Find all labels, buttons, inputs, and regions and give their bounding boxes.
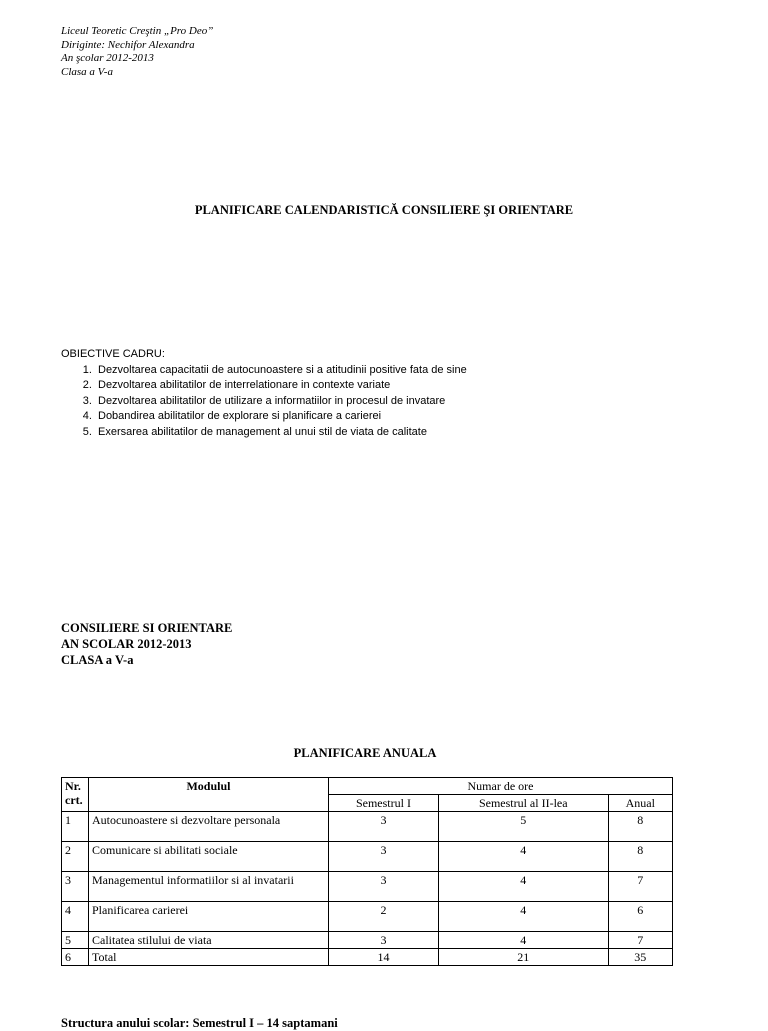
cell-nr: 1 bbox=[62, 812, 89, 842]
school-name: Liceul Teoretic Creştin „Pro Deo” bbox=[61, 25, 214, 37]
objectives-list bbox=[61, 363, 467, 441]
cell-sem1: 2 bbox=[329, 902, 439, 932]
document-header bbox=[61, 25, 213, 79]
header-sem2: Semestrul al II-lea bbox=[438, 795, 608, 812]
objective-item: 2. Dezvoltarea abilitatilor de interrelationare in contexte variate bbox=[95, 378, 467, 394]
cell-sem2: 21 bbox=[438, 949, 608, 966]
objectives-section bbox=[61, 347, 467, 441]
cell-module: Total bbox=[89, 949, 329, 966]
cell-sem2: 5 bbox=[438, 812, 608, 842]
cell-nr: 5 bbox=[62, 932, 89, 949]
cell-annual: 35 bbox=[608, 949, 672, 966]
table-row bbox=[62, 932, 673, 949]
cell-sem2: 4 bbox=[438, 872, 608, 902]
cell-annual: 7 bbox=[608, 872, 672, 902]
cell-module: Autocunoastere si dezvoltare personala bbox=[89, 812, 329, 842]
cell-annual: 6 bbox=[608, 902, 672, 932]
table-row bbox=[62, 812, 673, 842]
school-year: An şcolar 2012-2013 bbox=[61, 52, 154, 64]
objective-item: 1. Dezvoltarea capacitatii de autocunoastere si a atitudinii positive fata de sine bbox=[95, 363, 467, 379]
cell-module: Managementul informatiilor si al invatarii bbox=[89, 872, 329, 902]
header-annual: Anual bbox=[608, 795, 672, 812]
header-sem1: Semestrul I bbox=[329, 795, 439, 812]
objective-item: 4. Dobandirea abilitatilor de explorare si planificare a carierei bbox=[95, 409, 467, 425]
table-total-row bbox=[62, 949, 673, 966]
cell-nr: 3 bbox=[62, 872, 89, 902]
teacher-name: Diriginte: Nechifor Alexandra bbox=[61, 38, 195, 51]
school-year-structure-line: Structura anului scolar: Semestrul I – 14 saptamani bbox=[61, 1016, 338, 1030]
header-module: Modulul bbox=[89, 778, 329, 812]
cell-sem2: 4 bbox=[438, 902, 608, 932]
table-header-row bbox=[62, 778, 673, 795]
table-row bbox=[62, 872, 673, 902]
cell-sem1: 3 bbox=[329, 812, 439, 842]
subject-year: AN SCOLAR 2012-2013 bbox=[61, 637, 192, 651]
class-name: Clasa a V-a bbox=[61, 65, 113, 78]
annual-plan-title: PLANIFICARE ANUALA bbox=[293, 746, 437, 760]
annual-plan-table bbox=[61, 777, 673, 966]
objective-item: 3. Dezvoltarea abilitatilor de utilizare a informatiilor in procesul de invatare bbox=[95, 394, 467, 410]
objectives-heading: OBIECTIVE CADRU: bbox=[61, 348, 165, 360]
cell-module: Comunicare si abilitati sociale bbox=[89, 842, 329, 872]
cell-annual: 8 bbox=[608, 842, 672, 872]
table-row bbox=[62, 902, 673, 932]
subject-class: CLASA a V-a bbox=[61, 653, 134, 667]
table-row bbox=[62, 842, 673, 872]
cell-nr: 6 bbox=[62, 949, 89, 966]
cell-module: Planificarea carierei bbox=[89, 902, 329, 932]
cell-nr: 4 bbox=[62, 902, 89, 932]
cell-sem1: 3 bbox=[329, 872, 439, 902]
subject-name: CONSILIERE SI ORIENTARE bbox=[61, 621, 233, 635]
cell-nr: 2 bbox=[62, 842, 89, 872]
cell-sem2: 4 bbox=[438, 932, 608, 949]
cell-sem2: 4 bbox=[438, 842, 608, 872]
objective-item: 5. Exersarea abilitatilor de management al unui stil de viata de calitate bbox=[95, 425, 467, 441]
cell-annual: 7 bbox=[608, 932, 672, 949]
cell-sem1: 3 bbox=[329, 932, 439, 949]
header-hours: Numar de ore bbox=[329, 778, 673, 795]
cell-annual: 8 bbox=[608, 812, 672, 842]
cell-sem1: 3 bbox=[329, 842, 439, 872]
cell-module: Calitatea stilului de viata bbox=[89, 932, 329, 949]
subject-block bbox=[61, 620, 232, 668]
document-title: PLANIFICARE CALENDARISTICĂ CONSILIERE ŞI ORIENTARE bbox=[194, 203, 574, 217]
cell-sem1: 14 bbox=[329, 949, 439, 966]
header-nr: Nr. crt. bbox=[62, 778, 89, 812]
